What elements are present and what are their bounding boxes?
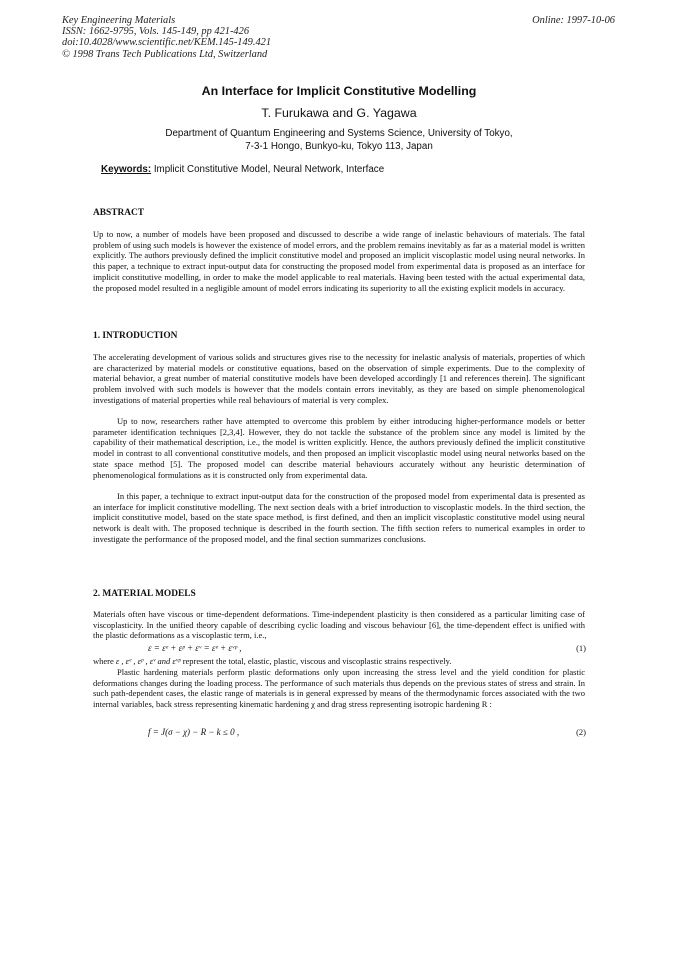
material-models-heading: 2. MATERIAL MODELS — [93, 589, 196, 599]
paper-authors: T. Furukawa and G. Yagawa — [261, 106, 417, 120]
equation-1-number: (1) — [576, 643, 586, 653]
equation-2-number: (2) — [576, 727, 586, 737]
keywords-text: Implicit Constitutive Model, Neural Network, Interface — [153, 164, 385, 175]
affiliation-line-2: 7-3-1 Hongo, Bunkyo-ku, Tokyo 113, Japan — [245, 140, 433, 152]
strain-symbols: ε , εᵉ , εᵖ , εᵛ and εᵛᵖ — [115, 656, 181, 666]
affiliation — [0, 128, 678, 153]
introduction-paragraph-3: In this paper, a technique to extract input-output data for the construction of the proposed model from experimental data is presented as an interface for implicit constitutive modelling. The next section deals with a brief introduction to viscoplastic models. In the third section, the implicit constitutive model, based on the state space method, is first defined, and then an implicit viscoplastic constitutive model using neural network is dealt with. The proposed technique is described in the fourth section. The fifth section refers to numerical examples in order to investigate the performance of the proposed model, and the final section summarizes conclusions. — [93, 491, 585, 544]
introduction-paragraph-1: The accelerating development of various solids and structures gives rise to the necessity for inelastic analysis of materials, properties of which are characterized by material models or constitutive equations, based on the observation of simple experiments. Due to the complexity of material behavior, a great number of material constitutive models have been developed accordingly [1 and references therein]. The significant problem involved with such models is however that the models contain errors inevitably, as they are based on simple phenomenological investigations of material properties while real behaviours of material is very complex. — [93, 352, 585, 405]
introduction-paragraph-2: Up to now, researchers rather have attempted to overcome this problem by either introducing higher-performance models or better parameter identification techniques [2,3,4]. However, they do not tackle the substance of the problem since any model is limited by the capability of their mathematical description, i.e., the model is written explicitly. Hence, the authors previously defined the implicit constitutive model in contrast to all conventional constitutive models, and then proposed an implicit viscoplastic model using neural networks based on the state space method [5]. The proposed model can describe material behaviours accurately without any heuristic determination of phenomenological formulations as it is constructed only from experimental data. — [93, 416, 585, 480]
equation-1: ε = εᵉ + εᵖ + εᵛ = εᵉ + εᵛᵖ , — [148, 643, 242, 653]
material-models-paragraph-1: Materials often have viscous or time-dependent deformations. Time-independent plasticity is then considered as a particular limiting case of viscoplasticity. In the unified theory capable of describing cyclic loading and viscous behaviour [6], the time-dependent effect is unified with the plastic deformations as a viscoplastic term, i.e., — [93, 609, 585, 641]
online-date: Online: 1997-10-06 — [532, 15, 615, 26]
abstract-text: Up to now, a number of models have been proposed and discussed to describe a wide range of inelastic behaviours of materials. The fatal problem of using such models is however the existence of model errors, and the problem remains inevitably as far as a material model is written explicitly. The authors previously defined the implicit constitutive model and proposed an implicit viscoplastic model using neural networks. In this paper, a technique to extract input-output data for constructing the proposed model from experimental data is proposed as an interface for implicit constitutive modelling, in order to make the model applicable to real materials. Having been tested with the actual experimental data, the proposed model resulted in a negligible amount of model errors indicating its superiority to all the existing explicit models in accuracy. — [93, 229, 585, 293]
publication-metadata — [62, 15, 271, 60]
abstract-heading: ABSTRACT — [93, 208, 145, 218]
keywords-label: Keywords: — [101, 164, 152, 175]
introduction-heading: 1. INTRODUCTION — [93, 331, 178, 341]
material-models-paragraph-2: Plastic hardening materials perform plastic deformations only upon increasing the stress level and the yield condition for plastic deformations changes during the loading process. The performance of such materials thus depends on the previous states of stress and strain. In such path-dependent cases, the elastic range of materials is in general expressed by means of the thermodynamic forces associated with the two internal variables, back stress representing kinematic hardening χ and drag stress representing isotropic hardening R : — [93, 667, 585, 710]
keywords — [101, 164, 384, 175]
journal-name: Key Engineering Materials — [62, 15, 176, 26]
copyright: © 1998 Trans Tech Publications Ltd, Switzerland — [62, 48, 268, 60]
paper-title: An Interface for Implicit Constitutive Modelling — [201, 84, 477, 98]
affiliation-line-1: Department of Quantum Engineering and Systems Science, University of Tokyo, — [165, 128, 513, 139]
issn: ISSN: 1662-9795, Vols. 145-149, pp 421-426 — [62, 26, 250, 38]
equation-2: f = J(σ − χ) − R − k ≤ 0 , — [148, 727, 240, 737]
where-prefix: where — [93, 656, 114, 666]
doi: doi:10.4028/www.scientific.net/KEM.145-149.421 — [62, 37, 272, 49]
where-text: represent the total, elastic, plastic, viscous and viscoplastic strains respectively. — [182, 656, 452, 666]
strain-definitions — [93, 656, 451, 666]
